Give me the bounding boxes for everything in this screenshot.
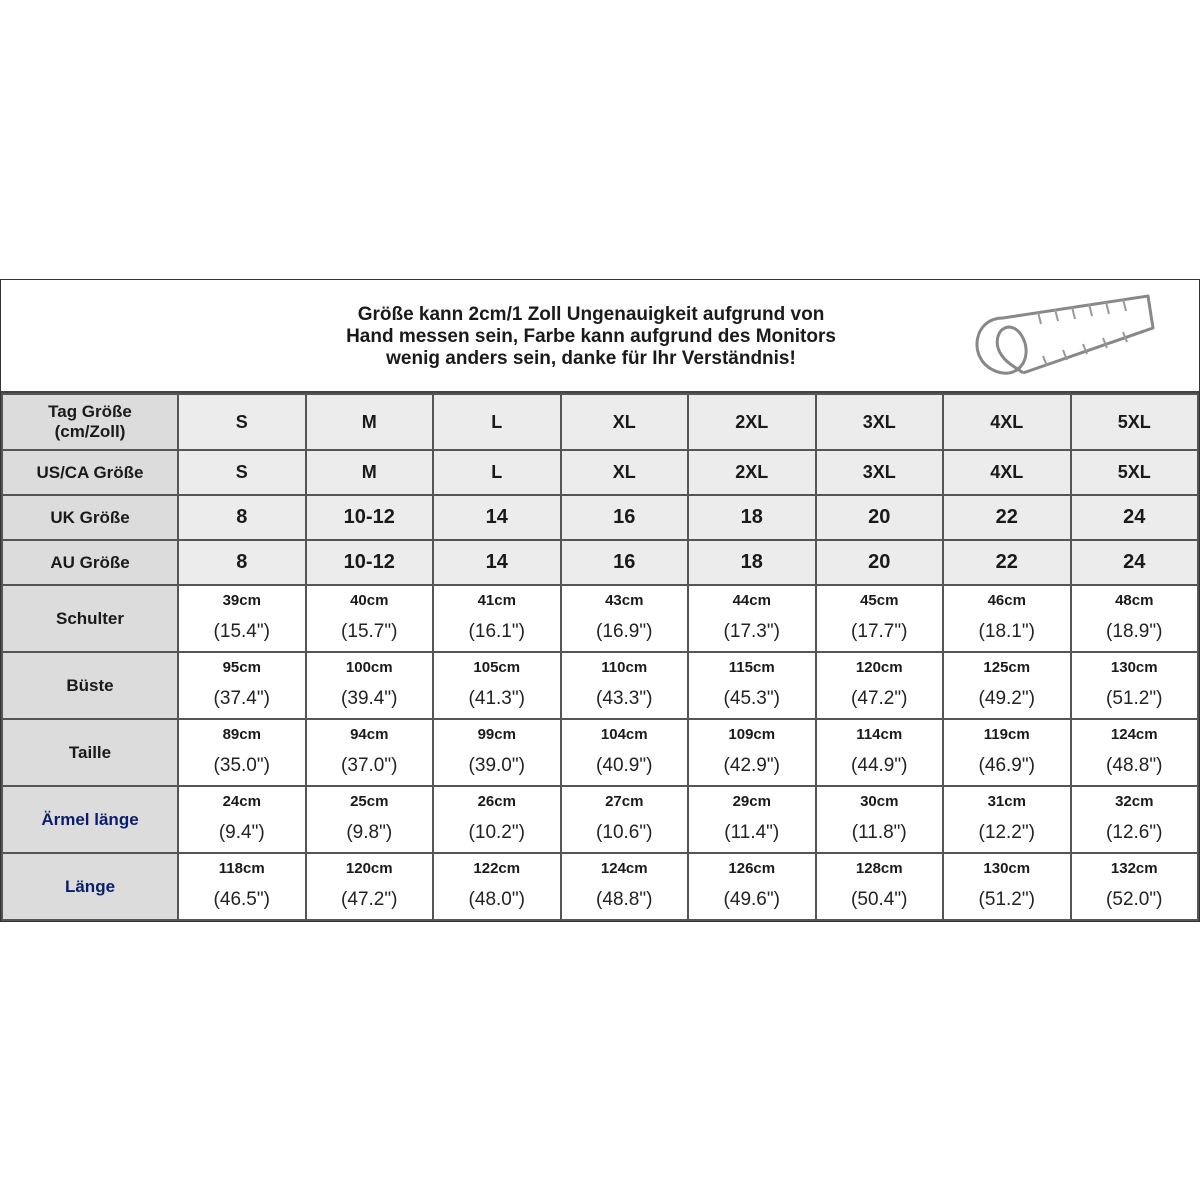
size-cell: XL <box>561 394 689 450</box>
measurement-cell <box>1071 585 1199 652</box>
size-cell: 24 <box>1071 540 1199 585</box>
inch-value: (51.2") <box>1106 688 1163 709</box>
size-cell: 5XL <box>1071 394 1199 450</box>
cm-value: 130cm <box>983 860 1031 877</box>
measurement-cell <box>433 585 561 652</box>
measurement-cell <box>688 853 816 920</box>
measurement-cell <box>943 585 1071 652</box>
inch-value: (52.0") <box>1106 889 1163 910</box>
size-cell: XL <box>561 450 689 495</box>
measurement-cell <box>943 853 1071 920</box>
measurement-cell <box>816 652 944 719</box>
cm-value: 89cm <box>222 726 261 743</box>
size-cell: S <box>178 394 306 450</box>
notice-line-2: Hand messen sein, Farbe kann aufgrund des Monitors <box>346 326 836 347</box>
measurement-cell <box>1071 853 1199 920</box>
inch-value: (39.0") <box>468 755 525 776</box>
measurement-cell <box>178 786 306 853</box>
size-cell: L <box>433 394 561 450</box>
chart-header <box>1 280 1199 393</box>
inch-value: (41.3") <box>468 688 525 709</box>
cm-value: 31cm <box>987 793 1026 810</box>
size-cell: 24 <box>1071 495 1199 540</box>
inch-value: (40.9") <box>596 755 653 776</box>
measurement-cell <box>306 853 434 920</box>
measurement-cell <box>816 786 944 853</box>
size-cell: S <box>178 450 306 495</box>
inch-value: (46.5") <box>213 889 270 910</box>
size-cell: 5XL <box>1071 450 1199 495</box>
notice-line-3: wenig anders sein, danke für Ihr Verständnis! <box>386 348 796 369</box>
cm-value: 99cm <box>477 726 516 743</box>
size-cell: 16 <box>561 540 689 585</box>
cm-value: 120cm <box>345 860 393 877</box>
cm-value: 39cm <box>222 592 261 609</box>
size-cell: 4XL <box>943 394 1071 450</box>
size-chart <box>0 279 1200 922</box>
inch-value: (42.9") <box>723 755 780 776</box>
measurement-cell <box>178 652 306 719</box>
measurement-cell <box>1071 719 1199 786</box>
size-cell: 4XL <box>943 450 1071 495</box>
cm-value: 40cm <box>350 592 389 609</box>
size-cell: 2XL <box>688 450 816 495</box>
inch-value: (48.8") <box>1106 755 1163 776</box>
inch-value: (16.1") <box>468 621 525 642</box>
inch-value: (51.2") <box>978 889 1035 910</box>
inch-value: (15.7") <box>341 621 398 642</box>
measurement-cell <box>688 719 816 786</box>
measurement-cell <box>816 719 944 786</box>
row-label: US/CA Größe <box>2 450 178 495</box>
cm-value: 128cm <box>855 860 903 877</box>
measurement-cell <box>1071 652 1199 719</box>
measurement-cell <box>178 585 306 652</box>
row-buste <box>2 652 1198 719</box>
row-label: UK Größe <box>2 495 178 540</box>
size-cell: 3XL <box>816 394 944 450</box>
cm-value: 30cm <box>860 793 899 810</box>
row-taille <box>2 719 1198 786</box>
measurement-cell <box>688 652 816 719</box>
cm-value: 44cm <box>732 592 771 609</box>
row-aermel <box>2 786 1198 853</box>
measurement-cell <box>561 719 689 786</box>
inch-value: (15.4") <box>213 621 270 642</box>
measurement-cell <box>433 853 561 920</box>
cm-value: 110cm <box>601 659 648 676</box>
size-table <box>1 393 1199 921</box>
cm-value: 118cm <box>218 860 265 877</box>
cm-value: 25cm <box>350 793 389 810</box>
label-line-1: Tag Größe <box>48 402 132 421</box>
inch-value: (45.3") <box>723 688 780 709</box>
cm-value: 125cm <box>983 659 1031 676</box>
inch-value: (46.9") <box>978 755 1035 776</box>
inch-value: (47.2") <box>851 688 908 709</box>
notice-line-1: Größe kann 2cm/1 Zoll Ungenauigkeit aufgrund von <box>357 304 825 325</box>
cm-value: 115cm <box>728 659 775 676</box>
size-cell: M <box>306 394 434 450</box>
inch-value: (49.2") <box>978 688 1035 709</box>
cm-value: 46cm <box>987 592 1026 609</box>
measurement-cell <box>816 853 944 920</box>
cm-value: 104cm <box>600 726 648 743</box>
measurement-cell <box>561 853 689 920</box>
measurement-cell <box>433 652 561 719</box>
inch-value: (39.4") <box>341 688 398 709</box>
inch-value: (9.8") <box>346 822 393 843</box>
cm-value: 24cm <box>222 793 261 810</box>
cm-value: 29cm <box>732 793 771 810</box>
size-cell: 22 <box>943 495 1071 540</box>
inch-value: (44.9") <box>851 755 908 776</box>
size-cell: 20 <box>816 495 944 540</box>
measurement-notice <box>291 304 891 370</box>
label-line-2: (cm/Zoll) <box>54 422 126 441</box>
inch-value: (48.8") <box>596 889 653 910</box>
inch-value: (10.2") <box>468 822 525 843</box>
measurement-cell <box>178 853 306 920</box>
measurement-cell <box>306 652 434 719</box>
cm-value: 32cm <box>1115 793 1154 810</box>
inch-value: (47.2") <box>341 889 398 910</box>
measurement-cell <box>688 585 816 652</box>
row-label: Büste <box>2 652 178 719</box>
size-cell: 18 <box>688 540 816 585</box>
measurement-cell <box>561 585 689 652</box>
row-laenge <box>2 853 1198 920</box>
row-label: Schulter <box>2 585 178 652</box>
size-cell: 22 <box>943 540 1071 585</box>
size-cell: 3XL <box>816 450 944 495</box>
row-us-size <box>2 450 1198 495</box>
cm-value: 132cm <box>1110 860 1158 877</box>
row-tag-size <box>2 394 1198 450</box>
inch-value: (50.4") <box>851 889 908 910</box>
size-cell: 16 <box>561 495 689 540</box>
measurement-cell <box>688 786 816 853</box>
row-label: AU Größe <box>2 540 178 585</box>
cm-value: 124cm <box>600 860 648 877</box>
measurement-cell <box>433 719 561 786</box>
cm-value: 105cm <box>473 659 521 676</box>
inch-value: (37.4") <box>213 688 270 709</box>
inch-value: (9.4") <box>218 822 265 843</box>
inch-value: (10.6") <box>596 822 653 843</box>
measurement-cell <box>561 786 689 853</box>
measurement-cell <box>1071 786 1199 853</box>
cm-value: 27cm <box>605 793 644 810</box>
measurement-cell <box>943 652 1071 719</box>
inch-value: (49.6") <box>723 889 780 910</box>
measurement-cell <box>306 585 434 652</box>
cm-value: 26cm <box>477 793 516 810</box>
row-uk-size <box>2 495 1198 540</box>
cm-value: 126cm <box>728 860 776 877</box>
cm-value: 48cm <box>1115 592 1154 609</box>
size-cell: 10-12 <box>306 495 434 540</box>
row-label: Ärmel länge <box>2 786 178 853</box>
measuring-tape-icon <box>963 288 1163 384</box>
size-cell: 20 <box>816 540 944 585</box>
inch-value: (12.2") <box>978 822 1035 843</box>
inch-value: (12.6") <box>1106 822 1163 843</box>
size-cell: 2XL <box>688 394 816 450</box>
cm-value: 100cm <box>345 659 393 676</box>
inch-value: (43.3") <box>596 688 653 709</box>
inch-value: (16.9") <box>596 621 653 642</box>
measurement-cell <box>943 719 1071 786</box>
measurement-cell <box>306 719 434 786</box>
size-cell: 10-12 <box>306 540 434 585</box>
inch-value: (48.0") <box>468 889 525 910</box>
size-cell: M <box>306 450 434 495</box>
row-label: Länge <box>2 853 178 920</box>
cm-value: 43cm <box>605 592 644 609</box>
size-cell: 8 <box>178 540 306 585</box>
cm-value: 94cm <box>350 726 389 743</box>
cm-value: 130cm <box>1110 659 1158 676</box>
row-au-size <box>2 540 1198 585</box>
measurement-cell <box>178 719 306 786</box>
measurement-cell <box>306 786 434 853</box>
cm-value: 122cm <box>473 860 521 877</box>
inch-value: (17.7") <box>851 621 908 642</box>
cm-value: 109cm <box>728 726 776 743</box>
row-schulter <box>2 585 1198 652</box>
inch-value: (11.4") <box>724 822 780 843</box>
inch-value: (35.0") <box>213 755 270 776</box>
cm-value: 95cm <box>222 659 261 676</box>
cm-value: 114cm <box>856 726 903 743</box>
size-cell: L <box>433 450 561 495</box>
measurement-cell <box>561 652 689 719</box>
size-cell: 14 <box>433 540 561 585</box>
cm-value: 124cm <box>1110 726 1158 743</box>
measurement-cell <box>816 585 944 652</box>
row-label: Taille <box>2 719 178 786</box>
row-label <box>2 394 178 450</box>
inch-value: (17.3") <box>723 621 780 642</box>
cm-value: 41cm <box>477 592 516 609</box>
size-cell: 8 <box>178 495 306 540</box>
measurement-cell <box>433 786 561 853</box>
cm-value: 120cm <box>855 659 903 676</box>
inch-value: (18.9") <box>1106 621 1163 642</box>
inch-value: (37.0") <box>341 755 398 776</box>
size-cell: 14 <box>433 495 561 540</box>
size-cell: 18 <box>688 495 816 540</box>
cm-value: 119cm <box>983 726 1030 743</box>
cm-value: 45cm <box>860 592 899 609</box>
measurement-cell <box>943 786 1071 853</box>
inch-value: (11.8") <box>851 822 907 843</box>
inch-value: (18.1") <box>978 621 1035 642</box>
